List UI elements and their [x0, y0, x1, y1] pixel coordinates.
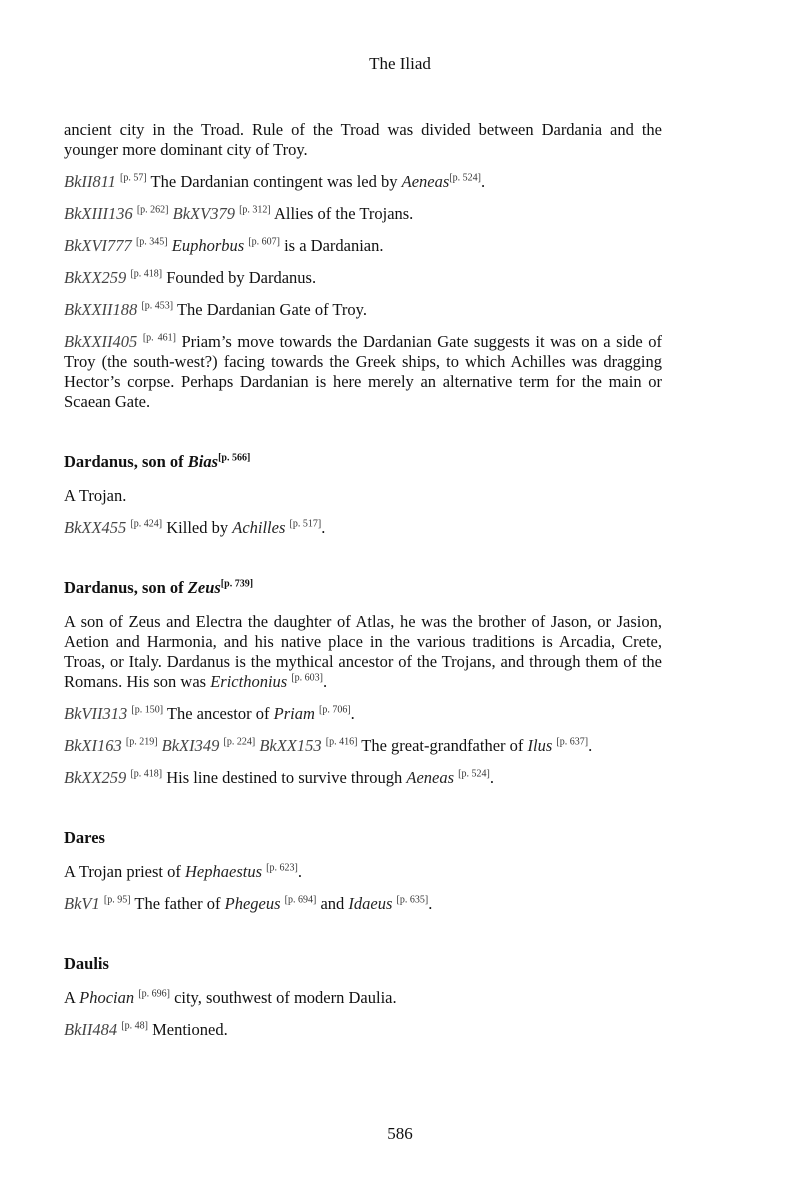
page-ref[interactable]: [p. 694] — [284, 894, 317, 906]
page-ref[interactable]: [p. 262] — [136, 204, 169, 216]
title-text: Dardanus, son of — [64, 578, 184, 597]
page-ref[interactable]: [p. 566] — [218, 452, 251, 464]
section-desc — [64, 612, 662, 692]
title-link[interactable]: Bias — [187, 452, 219, 471]
entry-text: Killed by — [166, 518, 229, 537]
section-entry-3 — [64, 768, 662, 788]
page-number: 586 — [387, 1124, 413, 1143]
page-ref[interactable]: [p. 696] — [138, 988, 170, 1000]
book-ref[interactable]: BkVII313 — [64, 704, 128, 723]
punct: . — [588, 736, 593, 755]
book-ref[interactable]: BkXX259 — [64, 268, 127, 287]
page-ref[interactable]: [p. 224] — [223, 736, 256, 748]
section-dardanus-bias — [64, 452, 662, 538]
section-dardanus-zeus — [64, 578, 662, 788]
book-ref[interactable]: BkII484 — [64, 1020, 118, 1039]
book-ref[interactable]: BkXX259 — [64, 768, 127, 787]
entry-text: and — [320, 894, 345, 913]
book-ref[interactable]: BkXVI777 — [64, 236, 132, 255]
entry-text: The Dardanian contingent was led by — [150, 172, 398, 191]
page-ref[interactable]: [p. 312] — [239, 204, 271, 216]
title-text: Dardanus, son of — [64, 452, 184, 471]
page-ref[interactable]: [p. 623] — [266, 862, 298, 874]
section-title — [64, 452, 662, 472]
name-link[interactable]: Idaeus — [348, 894, 393, 913]
section-title — [64, 578, 662, 598]
intro-entry-2 — [64, 204, 662, 224]
desc-text: city, southwest of modern Daulia. — [174, 988, 397, 1007]
page-ref[interactable]: [p. 607] — [248, 236, 280, 248]
intro-entry-3 — [64, 236, 662, 256]
punct: . — [297, 862, 302, 881]
page-ref[interactable]: [p. 219] — [125, 736, 158, 748]
page-ref[interactable]: [p. 150] — [131, 704, 164, 716]
name-link[interactable]: Phocian — [79, 988, 135, 1007]
page-ref[interactable]: [p. 48] — [121, 1020, 148, 1032]
name-link[interactable]: Aeneas — [401, 172, 450, 191]
book-ref[interactable]: BkII811 — [64, 172, 116, 191]
intro-text: ancient city in the Troad. Rule of the Troad was divided between Dardania and the younger more dominant city of Troy. — [64, 120, 662, 159]
book-ref[interactable]: BkXX153 — [259, 736, 322, 755]
page-ref[interactable]: [p. 603] — [291, 672, 324, 684]
entry-text: The ancestor of — [166, 704, 270, 723]
page-ref[interactable]: [p. 345] — [135, 236, 168, 248]
name-link[interactable]: Euphorbus — [171, 236, 245, 255]
section-entry-1 — [64, 1020, 662, 1040]
book-ref[interactable]: BkXXII188 — [64, 300, 138, 319]
section-dares — [64, 828, 662, 914]
running-header: The Iliad — [369, 54, 431, 73]
entry-text: Founded by Dardanus. — [166, 268, 317, 287]
name-link[interactable]: Priam — [273, 704, 315, 723]
page-ref[interactable]: [p. 95] — [103, 894, 131, 906]
name-link[interactable]: Hephaestus — [185, 862, 263, 881]
section-entry-1 — [64, 704, 662, 724]
name-link[interactable]: Ilus — [527, 736, 553, 755]
page-ref[interactable]: [p. 57] — [120, 172, 147, 184]
book-ref[interactable]: BkXIII136 — [64, 204, 133, 223]
section-desc — [64, 988, 662, 1008]
entry-text: Allies of the Trojans. — [273, 204, 414, 223]
name-link[interactable]: Aeneas — [406, 768, 455, 787]
page-ref[interactable]: [p. 739] — [220, 578, 254, 590]
punct: . — [480, 172, 486, 191]
punct: . — [323, 672, 328, 691]
section-entry-1 — [64, 518, 662, 538]
entry-text: His line destined to survive through — [166, 768, 403, 787]
punct: . — [428, 894, 433, 913]
page-ref[interactable]: [p. 524] — [449, 172, 481, 184]
entry-text: The father of — [134, 894, 221, 913]
page-ref[interactable]: [p. 635] — [396, 894, 429, 906]
section-entry-2 — [64, 736, 662, 756]
section-daulis — [64, 954, 662, 1040]
page-ref[interactable]: [p. 453] — [141, 300, 174, 312]
book-ref[interactable]: BkV1 — [64, 894, 100, 913]
intro-entry-6 — [64, 332, 662, 412]
entry-text: Priam’s move towards the Dardanian Gate suggests it was on a side of Troy (the south-west?) facing towards the Greek ships, to which Achilles was dragging Hector’s corpse. Perhaps Dardanian is here merely an alternative term for the main or Scaean Gate. — [64, 332, 662, 411]
book-ref[interactable]: BkXI349 — [161, 736, 220, 755]
page-ref[interactable]: [p. 517] — [289, 518, 322, 530]
punct: . — [350, 704, 355, 723]
desc-text: A Trojan priest of — [64, 862, 181, 881]
entry-text: The great-grandfather of — [361, 736, 524, 755]
section-title: Dares — [64, 828, 105, 847]
page-ref[interactable]: [p. 637] — [556, 736, 589, 748]
desc-text: A son of Zeus and Electra the daughter of Atlas, he was the brother of Jason, or Jasion, Aetion and Harmonia, and his native place in the various traditions is Arcadia, Crete, Troas, or Italy. Dardanus is the mythical ancestor of the Trojans, and through them of the Romans. His son was — [64, 612, 662, 691]
book-ref[interactable]: BkXI163 — [64, 736, 122, 755]
entry-text: is a Dardanian. — [284, 236, 384, 255]
section-title: Daulis — [64, 954, 109, 973]
section-entry-1 — [64, 894, 662, 914]
page-ref[interactable]: [p. 416] — [325, 736, 358, 748]
section-desc — [64, 862, 662, 882]
page-ref[interactable]: [p. 524] — [458, 768, 490, 780]
name-link[interactable]: Achilles — [232, 518, 286, 537]
entry-text: Mentioned. — [152, 1020, 228, 1039]
page-ref[interactable]: [p. 418] — [130, 768, 163, 780]
title-link[interactable]: Zeus — [187, 578, 221, 597]
page-ref[interactable]: [p. 418] — [130, 268, 163, 280]
intro-entry-4 — [64, 268, 662, 288]
name-link[interactable]: Phegeus — [224, 894, 281, 913]
name-link[interactable]: Ericthonius — [210, 672, 288, 691]
intro-entry-1 — [64, 172, 662, 192]
page-ref[interactable]: [p. 461] — [142, 332, 176, 344]
page-ref[interactable]: [p. 424] — [130, 518, 163, 530]
entry-text: The Dardanian Gate of Troy. — [176, 300, 367, 319]
page-ref[interactable]: [p. 706] — [318, 704, 351, 716]
punct: . — [489, 768, 494, 787]
book-ref[interactable]: BkXX455 — [64, 518, 127, 537]
punct: . — [321, 518, 326, 537]
desc-text: A — [64, 988, 76, 1007]
page-content — [64, 120, 662, 1052]
book-ref[interactable]: BkXV379 — [172, 204, 235, 223]
section-desc: A Trojan. — [64, 486, 127, 505]
intro-entry-5 — [64, 300, 662, 320]
book-ref[interactable]: BkXXII405 — [64, 332, 138, 351]
